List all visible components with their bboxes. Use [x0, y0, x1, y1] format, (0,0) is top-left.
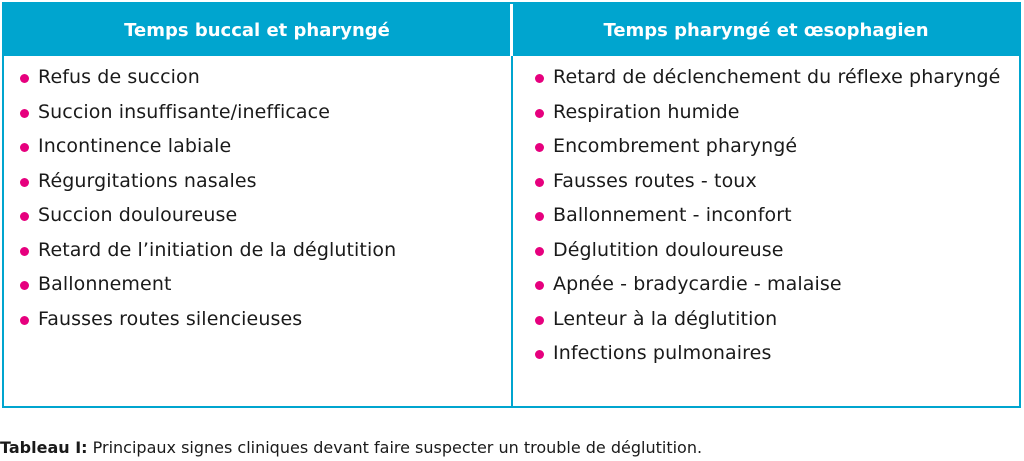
list-item [20, 238, 511, 263]
list-item [535, 272, 1009, 297]
list-item-text: Régurgitations nasales [38, 169, 257, 192]
list-item-text: Déglutition douloureuse [553, 238, 784, 261]
bullet-dot-icon [20, 247, 29, 256]
table-caption [0, 438, 702, 458]
list-item-text: Succion insuffisante/inefficace [38, 100, 331, 123]
list-item-text: Respiration humide [553, 100, 740, 123]
list-item [20, 307, 511, 332]
bullet-dot-icon [20, 178, 29, 187]
bullet-dot-icon [535, 316, 544, 325]
header-buccal-pharyngeal: Temps buccal et pharyngé [4, 4, 513, 56]
caption-text: Principaux signes cliniques devant faire suspecter un trouble de déglutition. [87, 438, 703, 457]
pharyngeal-esophageal-list [513, 56, 1019, 406]
bullet-dot-icon [535, 247, 544, 256]
header-pharyngeal-esophageal: Temps pharyngé et œsophagien [603, 19, 929, 41]
list-item-text: Apnée - bradycardie - malaise [553, 273, 842, 295]
list-item [20, 169, 511, 194]
list-item-text: Infections pulmonaires [553, 342, 772, 364]
list-item [20, 100, 511, 125]
list-item [535, 341, 1009, 366]
list-item [20, 65, 511, 90]
table-header-row [4, 4, 1019, 56]
bullet-dot-icon [20, 281, 29, 290]
list-item [535, 238, 1009, 263]
list-item-text: Refus de succion [38, 66, 200, 88]
bullet-dot-icon [535, 212, 544, 221]
bullet-dot-icon [20, 316, 29, 325]
list-item [20, 203, 511, 228]
list-item [535, 65, 1009, 90]
list-item-text: Retard de déclenchement du réflexe pharyngé [553, 66, 1001, 88]
list-item-text: Fausses routes silencieuses [38, 307, 303, 330]
list-item [535, 134, 1009, 159]
bullet-dot-icon [535, 74, 544, 83]
list-item [20, 134, 511, 159]
bullet-dot-icon [20, 109, 29, 118]
list-item [535, 169, 1009, 194]
list-item-text: Retard de l’initiation de la déglutition [38, 238, 397, 261]
bullet-dot-icon [535, 109, 544, 118]
bullet-dot-icon [535, 143, 544, 152]
list-item-text: Succion douloureuse [38, 204, 238, 226]
list-item [535, 100, 1009, 125]
list-item-text: Encombrement pharyngé [553, 135, 798, 157]
caption-lead: Tableau I: [0, 438, 88, 457]
list-item [535, 307, 1009, 332]
bullet-dot-icon [20, 143, 29, 152]
table-body-row [4, 56, 1019, 406]
list-item [20, 272, 511, 297]
bullet-dot-icon [20, 212, 29, 221]
bullet-dot-icon [535, 281, 544, 290]
buccal-pharyngeal-list [4, 56, 513, 406]
bullet-dot-icon [535, 178, 544, 187]
list-item-text: Incontinence labiale [38, 135, 232, 157]
bullet-dot-icon [535, 350, 544, 359]
list-item-text: Ballonnement [38, 273, 172, 295]
list-item-text: Ballonnement - inconfort [553, 204, 792, 226]
clinical-signs-table [2, 2, 1021, 408]
bullet-dot-icon [20, 74, 29, 83]
list-item-text: Lenteur à la déglutition [553, 307, 778, 330]
list-item-text: Fausses routes - toux [553, 169, 757, 192]
list-item [535, 203, 1009, 228]
